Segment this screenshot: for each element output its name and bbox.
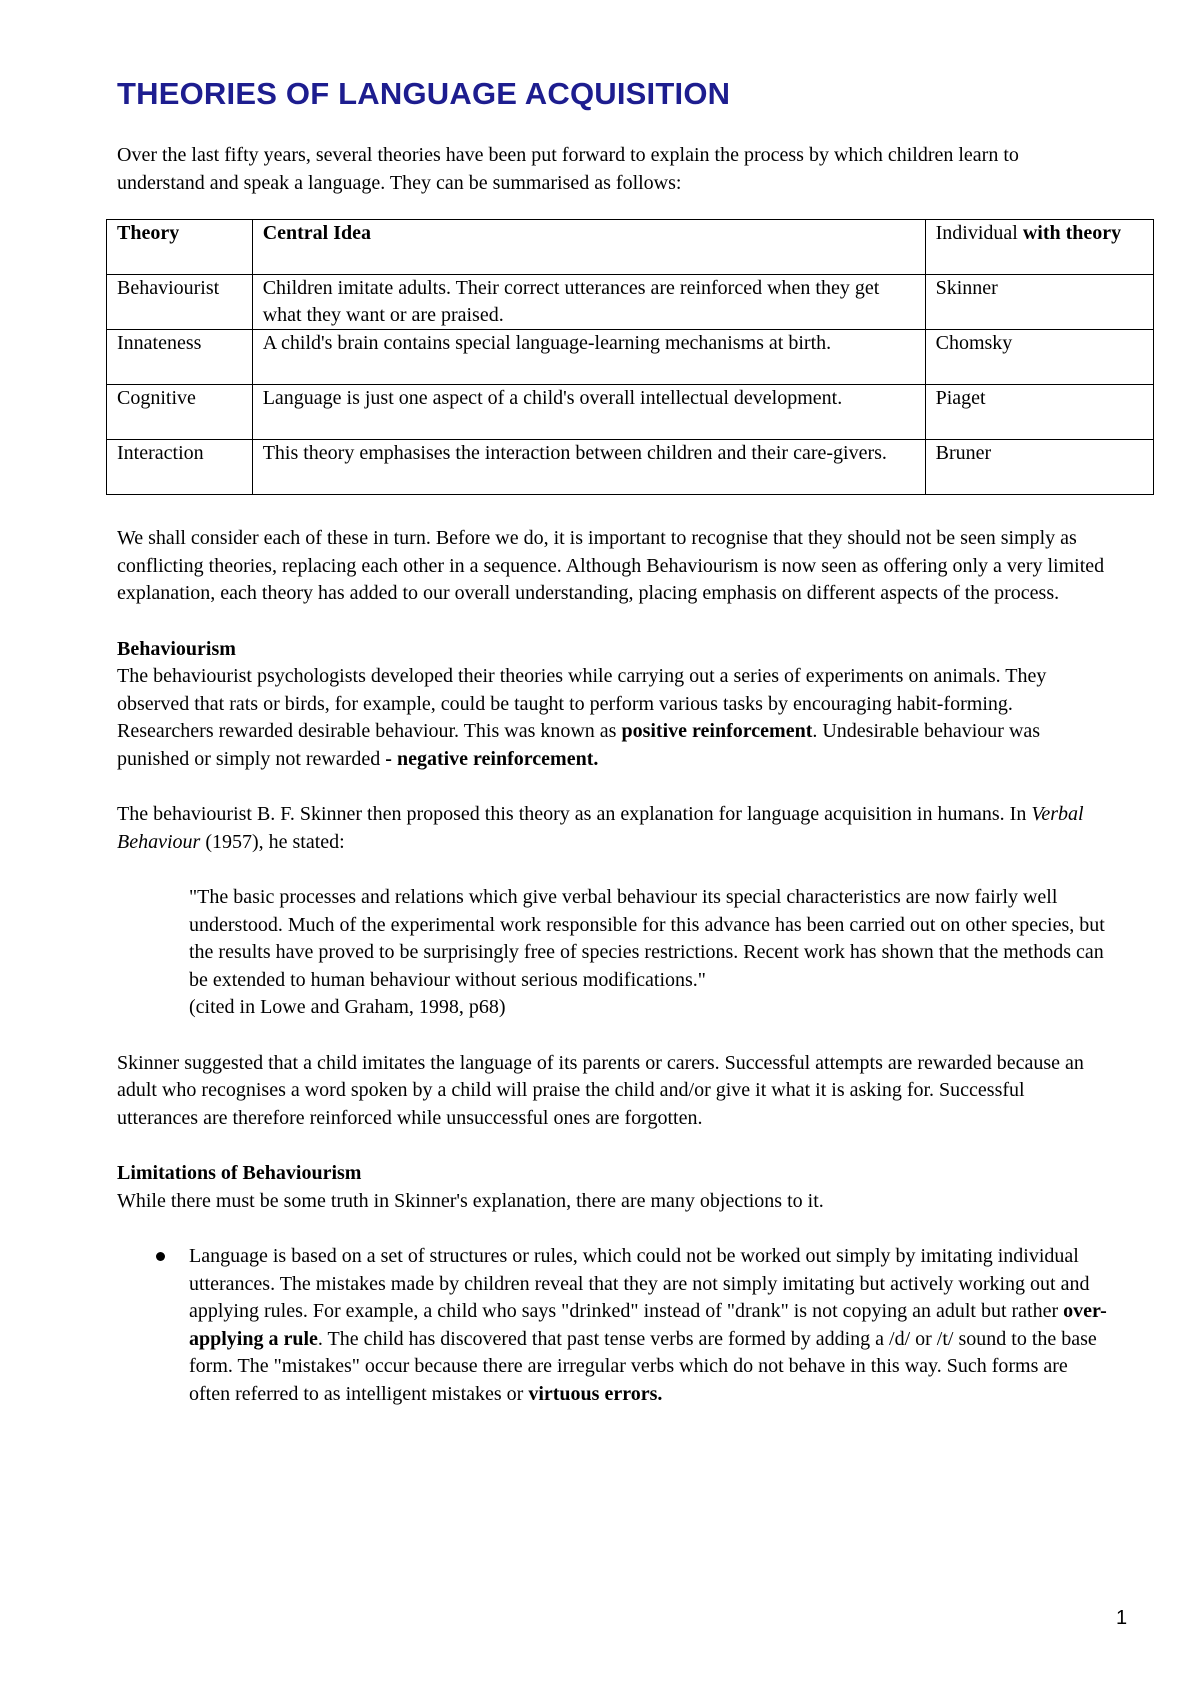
cell-theory: Interaction: [107, 440, 253, 495]
cell-theory: Behaviourist: [107, 275, 253, 330]
term-over-applying-rule: over-applying a rule: [189, 1300, 1107, 1350]
term-virtuous-errors: virtuous errors: [528, 1382, 658, 1405]
header-individual-part2: with theory: [1022, 222, 1122, 244]
limitations-list: [117, 1243, 1107, 1408]
header-central-idea: Central Idea: [252, 220, 925, 275]
header-individual: [925, 220, 1153, 275]
cell-idea: Language is just one aspect of a child's overall intellectual development.: [252, 385, 925, 440]
behaviourism-text: . Undesirable behaviour was punished or simply not rewarded: [117, 720, 1041, 770]
cell-individual: Chomsky: [925, 330, 1153, 385]
cell-individual: Bruner: [925, 440, 1153, 495]
table-row: [107, 275, 1154, 330]
theories-table: [106, 219, 1154, 495]
bullet-text: Language is based on a set of structures or rules, which could not be worked out simply by imitating individual utterances. The mistakes made by children reveal that they are not simply imitating but actively working out and applying rules. For example, a child who says "drinked" instead of "drank" is not copying an adult but rather: [189, 1245, 1090, 1322]
quote-citation: (cited in Lowe and Graham, 1998, p68): [189, 996, 506, 1018]
bullet-icon: [156, 1252, 165, 1261]
table-row: [107, 440, 1154, 495]
skinner-intro-paragraph: [117, 801, 1107, 856]
table-header-row: [107, 220, 1154, 275]
behaviourism-text-end: .: [593, 747, 599, 770]
limitations-section: [117, 1160, 1107, 1215]
skinner-quote: [189, 884, 1107, 1022]
cell-idea: Children imitate adults. Their correct utterances are reinforced when they get what they want or are praised.: [252, 275, 925, 330]
cell-individual: Piaget: [925, 385, 1153, 440]
cell-idea: A child's brain contains special language-learning mechanisms at birth.: [252, 330, 925, 385]
list-item: [117, 1243, 1107, 1408]
term-negative-reinforcement: - negative reinforcement: [385, 747, 594, 770]
cell-theory: Cognitive: [107, 385, 253, 440]
skinner-intro-text: The behaviourist B. F. Skinner then proposed this theory as an explanation for language acquisition in humans. In: [117, 803, 1032, 825]
limitations-intro: While there must be some truth in Skinner's explanation, there are many objections to it.: [117, 1189, 824, 1212]
header-theory: Theory: [107, 220, 253, 275]
behaviourism-text: The behaviourist psychologists developed their theories while carrying out a series of experiments on animals. They observed that rats or birds, for example, could be taught to perform various tasks by encouraging habit-forming. Researchers rewarded desirable behaviour. This was known as: [117, 665, 1047, 742]
page-title: THEORIES OF LANGUAGE ACQUISITION: [117, 76, 731, 111]
skinner-suggested-paragraph: Skinner suggested that a child imitates the language of its parents or carers. Successful attempts are rewarded because an adult who recognises a word spoken by a child will praise the child and/or give it what it is asking for. Successful utterances are therefore reinforced while unsuccessful ones are forgotten.: [117, 1051, 1084, 1129]
page-number: 1: [1116, 1607, 1128, 1629]
cell-idea: This theory emphasises the interaction between children and their care-givers.: [252, 440, 925, 495]
intro-paragraph: Over the last fifty years, several theories have been put forward to explain the process by which children learn to understand and speak a language. They can be summarised as follows:: [117, 144, 1019, 194]
term-positive-reinforcement: positive reinforcement: [621, 720, 813, 742]
cell-individual: Skinner: [925, 275, 1153, 330]
document-page: [117, 74, 1122, 1408]
quote-text: "The basic processes and relations which give verbal behaviour its special characteristics are now fairly well understood. Much of the experimental work responsible for this advance has been carried out on other species, but the results have proved to be surprisingly free of species restrictions. Recent work has shown that the methods can be extended to human behaviour without serious modifications.": [189, 886, 1105, 991]
behaviourism-section: [117, 636, 1107, 774]
consider-paragraph: We shall consider each of these in turn. Before we do, it is important to recognise that they should not be seen simply as conflicting theories, replacing each other in a sequence. Although Behaviourism is now seen as offering only a very limited explanation, each theory has added to our overall understanding, placing emphasis on different aspects of the process.: [117, 527, 1105, 604]
bullet-text: . The child has discovered that past tense verbs are formed by adding a /d/ or /t/ sound to the base form. The "mistakes" occur because there are irregular verbs which do not behave in this way. Such forms are often referred to as intelligent mistakes or: [189, 1327, 1097, 1405]
table-row: [107, 385, 1154, 440]
header-individual-part1: Individual: [935, 222, 1023, 244]
book-title: Verbal Behaviour: [117, 803, 1084, 853]
skinner-intro-text: (1957), he stated:: [200, 830, 345, 853]
bullet-text-end: .: [657, 1382, 663, 1405]
behaviourism-heading: Behaviourism: [117, 637, 236, 660]
table-row: [107, 330, 1154, 385]
limitations-heading: Limitations of Behaviourism: [117, 1162, 362, 1184]
cell-theory: Innateness: [107, 330, 253, 385]
